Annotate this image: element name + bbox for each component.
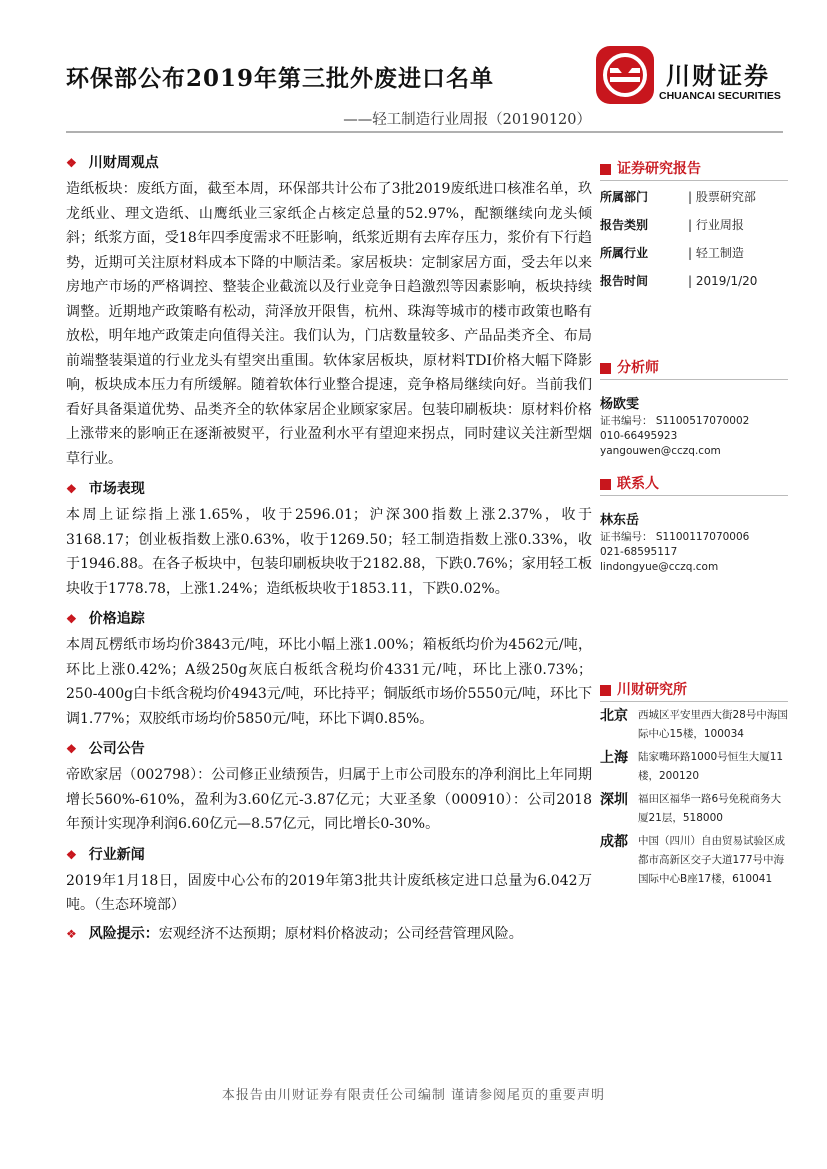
- info-row-department: 所属部门 | 股票研究部: [600, 190, 756, 204]
- contact-email[interactable]: lindongyue@cczq.com: [600, 561, 719, 573]
- header-divider: [66, 131, 783, 133]
- news-paragraph: 2019年1月18日，固废中心公布的2019年第3批共计废纸核定进口总量为6.042万吨。（生态环境部）: [66, 872, 592, 913]
- market-paragraph: 本周上证综指上涨1.65%，收于2596.01；沪深300指数上涨2.37%，收于3168.17；创业板指数上涨0.63%，收于1269.50；轻工制造指数上涨0.33%，收于1946.88。在各子板块中，包装印刷板块收于2182.88，下跌0.76%；家用轻工板块收于1778.78，上涨1.24%；造纸板块收于1853.11，下跌0.02%。: [66, 507, 592, 597]
- diamond-bullet-icon: ❖: [66, 742, 77, 756]
- logo-name: 川财证券: [666, 62, 770, 90]
- sidebar: [600, 158, 788, 889]
- price-paragraph: 本周瓦楞纸市场均价3843元/吨，环比小幅上涨1.00%；箱板纸均价为4562元/吨，环比上涨0.42%；A级250g灰底白板纸含税均价4331元/吨，环比上涨0.73%；250-400g白卡纸含税均价4943元/吨，环比持平；铜版纸市场价5550元/吨，环比下调1.77%；双胶纸市场均价5850元/吨，环比下调0.85%。: [66, 637, 592, 727]
- info-row-date: 报告时间 | 2019/1/20: [600, 274, 758, 288]
- main-content: [66, 145, 592, 946]
- analyst-cert: 证书编号： S1100517070002: [600, 415, 750, 427]
- analyst-email[interactable]: yangouwen@cczq.com: [600, 445, 721, 457]
- diamond-bullet-icon: ❖: [66, 482, 77, 496]
- section-heading-price: ❖ 价格追踪: [66, 607, 592, 631]
- risk-warning: ❖ 风险提示：宏观经济不达预期；原材料价格波动；公司经营管理风险。: [66, 925, 523, 942]
- office-chengdu: 成都 中国（四川）自由贸易试验区成都市高新区交子大道177号中海国际中心B座17楼，610041: [600, 834, 785, 885]
- office-shenzhen: 深圳 福田区福华一路6号免税商务大厦21层，518000: [600, 792, 782, 824]
- section-heading-market: ❖ 市场表现: [66, 477, 592, 501]
- red-square-icon: [600, 363, 611, 374]
- contact-heading: 联系人: [600, 473, 788, 496]
- office-beijing: 北京 西城区平安里西大街28号中海国际中心15楼，100034: [600, 708, 788, 740]
- office-shanghai: 上海 陆家嘴环路1000号恒生大厦11楼，200120: [600, 750, 784, 782]
- company-paragraph: 帝欧家居（002798）：公司修正业绩预告，归属于上市公司股东的净利润比上年同期增长560%-610%，盈利为3.60亿元-3.87亿元；大亚圣象（000910）：公司2018年预计实现净利润6.60亿元—8.57亿元，同比增长0-30%。: [66, 767, 592, 832]
- red-square-icon: [600, 479, 611, 490]
- section-heading-view: ❖ 川财周观点: [66, 151, 592, 175]
- contact-name: 林东岳: [600, 513, 640, 528]
- red-square-icon: [600, 164, 611, 175]
- footer-disclaimer: 本报告由川财证券有限责任公司编制 谨请参阅尾页的重要声明: [221, 1088, 606, 1103]
- analyst-phone: 010-66495923: [600, 430, 678, 442]
- report-title: 环保部公布2019年第三批外废进口名单: [66, 65, 495, 92]
- analyst-name: 杨欧雯: [600, 397, 640, 412]
- diamond-bullet-icon: ❖: [66, 847, 77, 862]
- view-paragraph: 造纸板块：废纸方面，截至本周，环保部共计公布了3批2019废纸进口核准名单，玖龙纸业、理文造纸、山鹰纸业三家纸企占核定总量的52.97%，配额继续向龙头倾斜；纸浆方面，受18年四季度需求不旺影响，纸浆近期有去库存压力，浆价有下行趋势，近期可关注原材料成本下降的中顺洁柔。家居板块：定制家居方面，受去年以来房地产市场的严格调控、整装企业截流以及行业竞争日趋激烈等因素影响，板块持续调整。近期地产政策略有松动，菏泽放开限售，杭州、珠海等城市的楼市政策也略有放松，明年地产政策走向值得关注。我们认为，门店数量较多、产品品类齐全、布局前端整装渠道的行业龙头有望突出重围。软体家居板块，原材料TDI价格大幅下降影响，板块成本压力有所缓解。随着软体行业整合提速，竞争格局继续向好。当前我们看好具备渠道优势、品类齐全的软体家居企业顾家家居。包装印刷板块：原材料价格上涨带来的影响正在逐渐被熨平，行业盈利水平有望迎来拐点，同时建议关注新型烟草行业。: [66, 181, 592, 467]
- section-heading-news: ❖ 行业新闻: [66, 843, 592, 867]
- logo-english-name: CHUANCAI SECURITIES: [659, 90, 781, 102]
- info-row-category: 报告类别 | 行业周报: [600, 218, 744, 232]
- section-heading-company: ❖ 公司公告: [66, 737, 592, 761]
- analyst-heading: 分析师: [600, 357, 788, 380]
- info-row-industry: 所属行业 | 轻工制造: [600, 246, 744, 260]
- contact-cert: 证书编号： S1100117070006: [600, 531, 750, 543]
- chuancai-logo-icon: [596, 46, 654, 104]
- diamond-bullet-icon: ❖: [66, 612, 77, 626]
- report-subtitle: ——轻工制造行业周报（20190120）: [343, 112, 591, 128]
- institute-heading: 川财研究所: [600, 679, 788, 702]
- red-square-icon: [600, 685, 611, 696]
- diamond-bullet-icon: ❖: [66, 156, 77, 170]
- contact-phone: 021-68595117: [600, 546, 678, 558]
- report-info-heading: 证券研究报告: [600, 158, 788, 181]
- diamond-bullet-icon: ❖: [66, 926, 77, 941]
